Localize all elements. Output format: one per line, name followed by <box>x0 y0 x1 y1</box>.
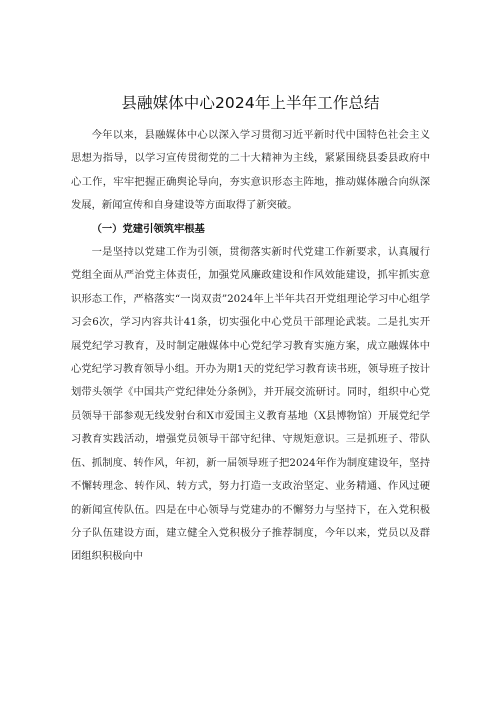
section-heading: （一）党建引领筑牢根基 <box>91 222 205 235</box>
section-paragraph: 一是坚持以党建工作为引领，贯彻落实新时代党建工作新要求，认真履行党组全面从严治党主体责任，加强党风廉政建设和作风效能建设，抓牢抓实意识形态工作，严格落实“一岗双责”2024年上半年共召开党组理论学习中心组学习会6次，学习内容共计41条，切实强化中心党员干部理论武装。二是扎实开展党纪学习教育，及时制定融媒体中心党纪学习教育实施方案，成立融媒体中心党纪学习教育领导小组。开办为期1天的党纪学习教育读书班，领导班子按计划带头领学《中国共产党纪律处分条例》，并开展交流研讨。同时，组织中心党员领导干部参观无线发射台和X市爱国主义教育基地（X县博物馆）开展党纪学习教育实践活动，增强党员领导干部守纪律、守规矩意识。三是抓班子、带队伍、抓制度、转作风，年初，新一届领导班子把2024年作为制度建设年，坚持不懈转理念、转作风、转方式，努力打造一支政治坚定、业务精通、作风过硬的新闻宣传队伍。四是在中心领导与党建办的不懈努力与坚持下，在入党积极分子队伍建设方面，建立健全入党积极分子推荐制度，今年以来，党员以及群团组织积极向中 <box>71 246 430 563</box>
document-title: 县融媒体中心2024年上半年工作总结 <box>121 94 380 112</box>
document-body <box>71 124 430 569</box>
intro-paragraph: 今年以来，县融媒体中心以深入学习贯彻习近平新时代中国特色社会主义思想为指导，以学习宣传贯彻党的二十大精神为主线，紧紧围绕县委县政府中心工作，牢牢把握正确舆论导向，夯实意识形态主阵地，推动媒体融合向纵深发展，新闻宣传和自身建设等方面取得了新突破。 <box>71 129 430 212</box>
